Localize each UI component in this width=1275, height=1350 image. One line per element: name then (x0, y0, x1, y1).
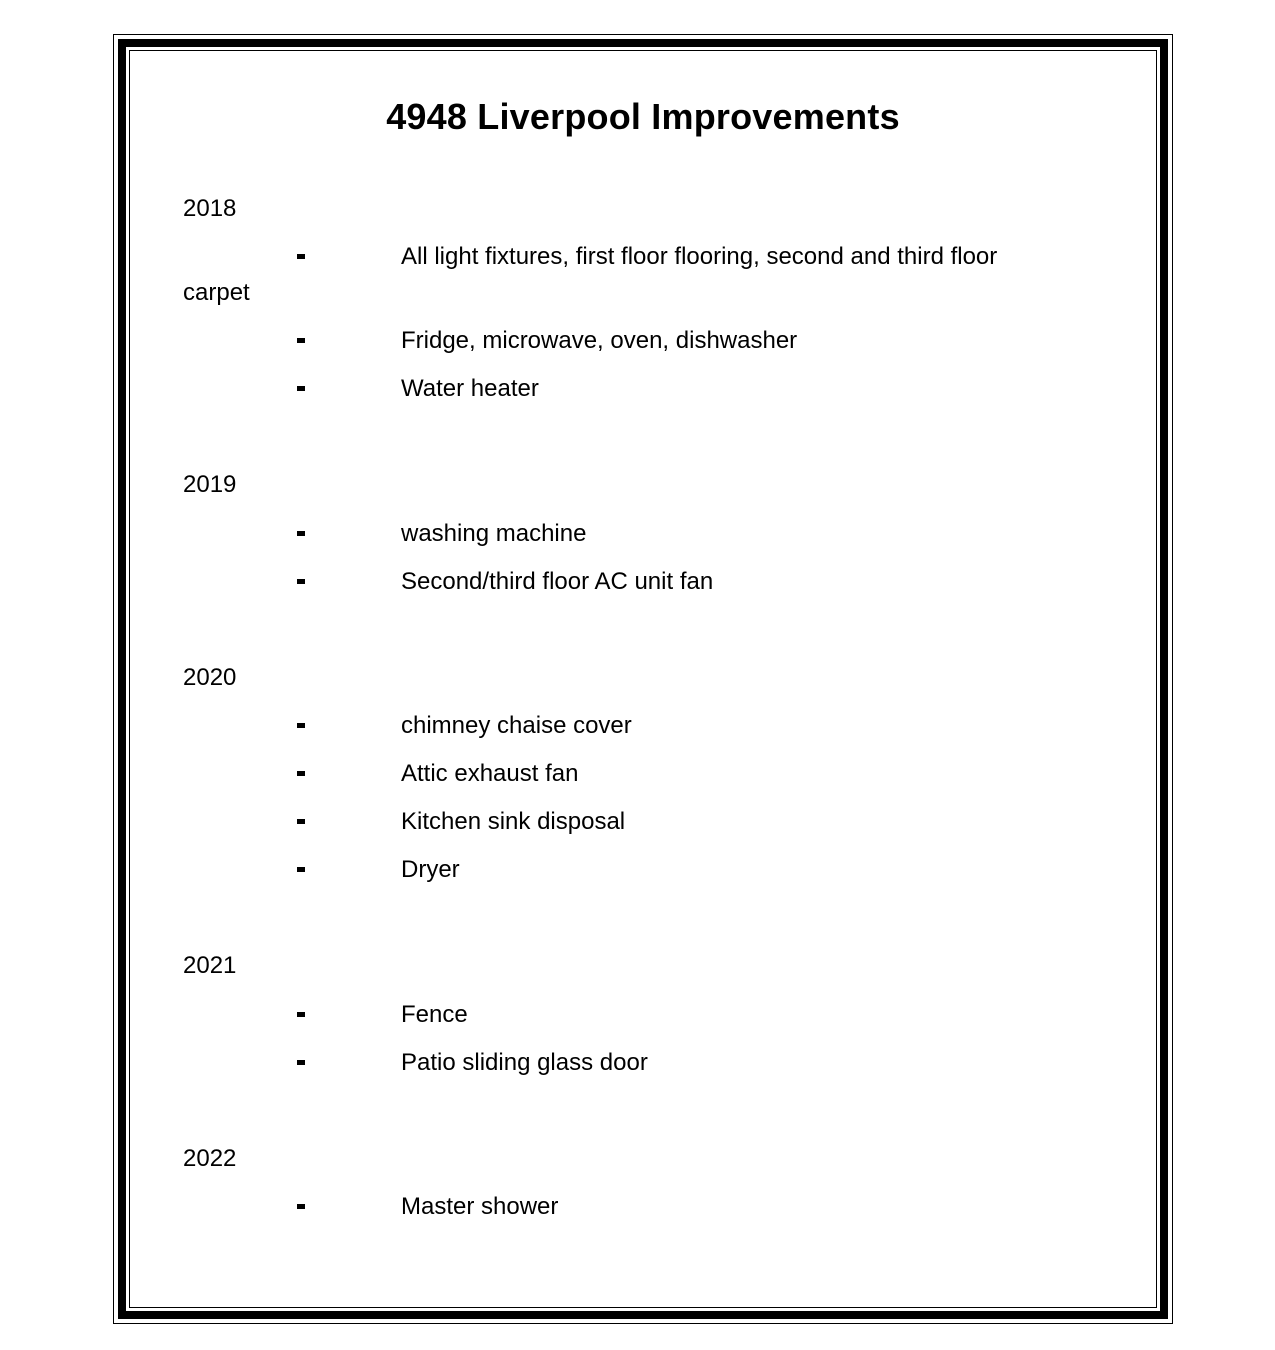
year-heading-2021: 2021 (183, 952, 237, 979)
bullet-icon (297, 819, 305, 824)
improvement-item-text: chimney chaise cover (401, 712, 632, 739)
bullet-icon (297, 1060, 305, 1065)
year-heading-2022: 2022 (183, 1145, 237, 1172)
improvement-item (183, 855, 1123, 885)
improvement-item-text: washing machine (401, 520, 587, 547)
bullet-icon (297, 254, 305, 259)
improvement-item (183, 242, 1123, 308)
bullet-icon (297, 579, 305, 584)
year-heading-2019: 2019 (183, 471, 237, 498)
improvement-item-continuation: carpet (183, 279, 250, 306)
bullet-icon (297, 1204, 305, 1209)
improvement-item-text: Dryer (401, 856, 460, 883)
bullet-icon (297, 867, 305, 872)
improvement-item (183, 1048, 1123, 1078)
improvement-item (183, 567, 1123, 597)
bullet-icon (297, 723, 305, 728)
improvement-item-text: Attic exhaust fan (401, 760, 579, 787)
improvement-item (183, 1000, 1123, 1030)
improvement-item (183, 519, 1123, 549)
page-border-inner (129, 50, 1157, 1308)
improvement-item (183, 326, 1123, 356)
improvement-item-text: Patio sliding glass door (401, 1049, 648, 1076)
year-heading-2018: 2018 (183, 195, 237, 222)
year-heading-2020: 2020 (183, 664, 237, 691)
improvement-item-text: Water heater (401, 375, 539, 402)
bullet-icon (297, 1012, 305, 1017)
improvement-item-text: Second/third floor AC unit fan (401, 568, 714, 595)
improvement-item-text: Kitchen sink disposal (401, 808, 626, 835)
improvement-item (183, 1192, 1123, 1222)
improvement-item (183, 374, 1123, 404)
bullet-icon (297, 771, 305, 776)
bullet-icon (297, 386, 305, 391)
improvement-item-text: Fence (401, 1001, 468, 1028)
improvement-item (183, 807, 1123, 837)
improvement-item-text: Fridge, microwave, oven, dishwasher (401, 327, 798, 354)
improvement-item-text: All light fixtures, first floor flooring, second and third floor (401, 243, 998, 270)
bullet-icon (297, 338, 305, 343)
improvement-item (183, 711, 1123, 741)
bullet-icon (297, 531, 305, 536)
improvement-item (183, 759, 1123, 789)
document-title: 4948 Liverpool Improvements (386, 96, 900, 137)
improvement-item-text: Master shower (401, 1193, 559, 1220)
